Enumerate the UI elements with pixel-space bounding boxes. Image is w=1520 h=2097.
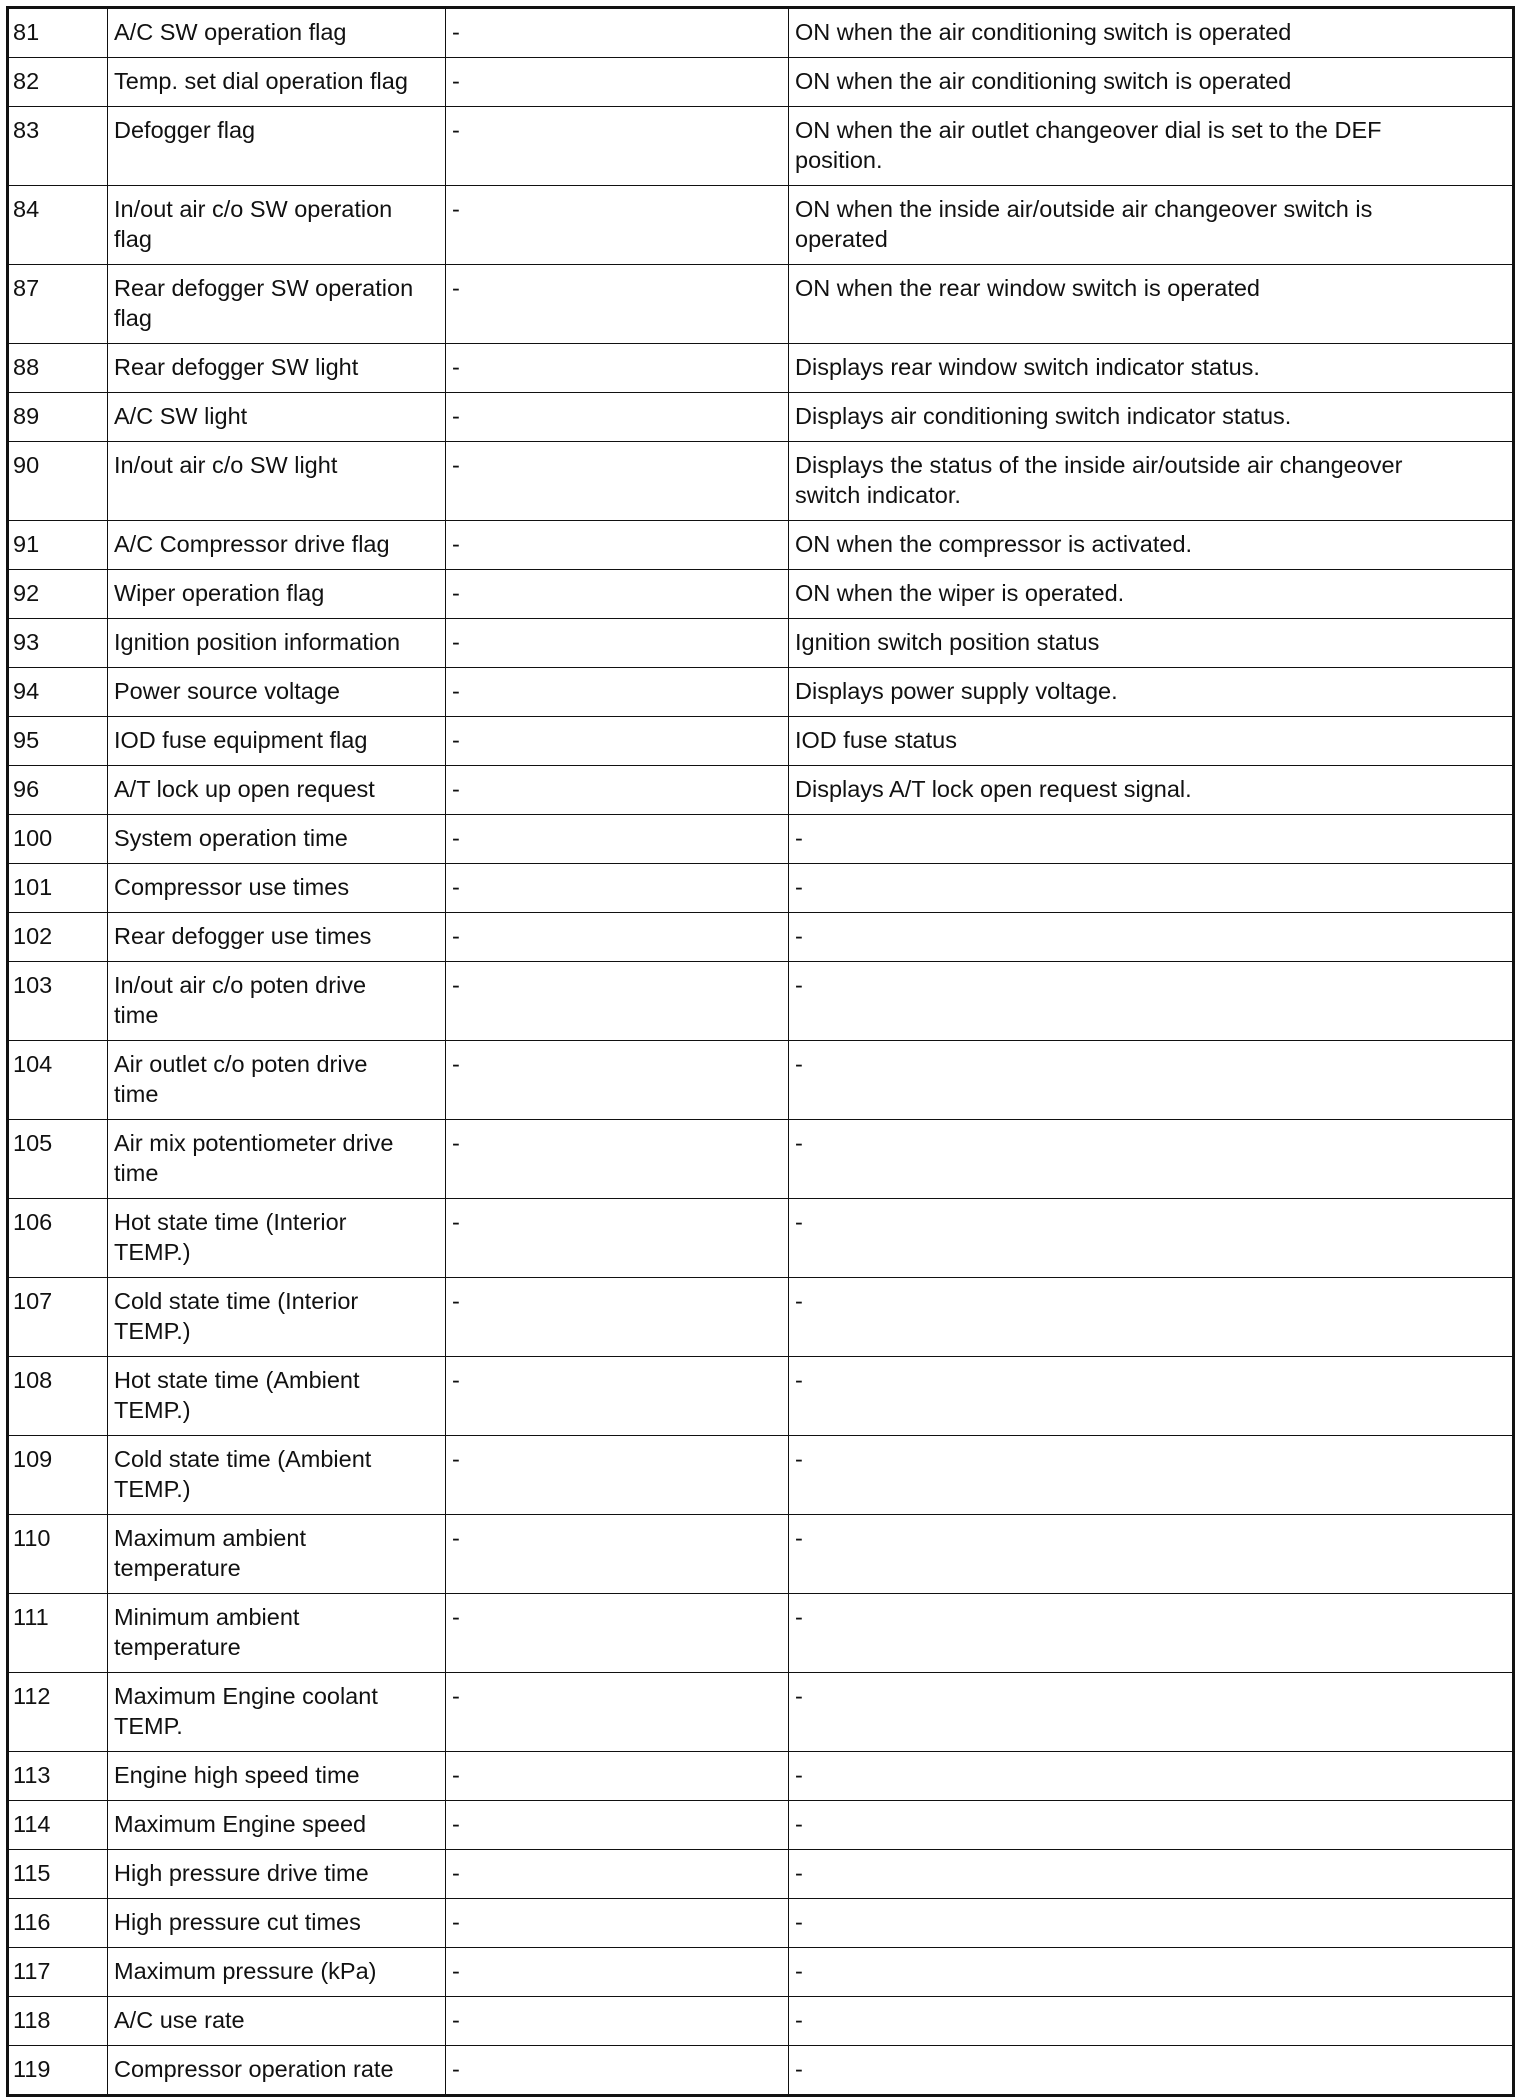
item-number-cell: 87 [8,265,108,344]
unit-cell: - [446,766,789,815]
description-cell: Displays power supply voltage. [789,668,1514,717]
item-number-cell: 115 [8,1850,108,1899]
item-name-cell: Compressor use times [108,864,446,913]
table-row [8,766,1514,815]
item-name-cell: In/out air c/o SW operation flag [108,186,446,265]
item-number-cell: 117 [8,1948,108,1997]
unit-cell: - [446,1997,789,2046]
table-row [8,619,1514,668]
item-number-cell: 118 [8,1997,108,2046]
description-cell: Displays A/T lock open request signal. [789,766,1514,815]
table-row [8,1850,1514,1899]
item-name-cell: Maximum ambient temperature [108,1515,446,1594]
table-row [8,265,1514,344]
description-cell: ON when the inside air/outside air changeover switch is operated [789,186,1514,265]
item-number-cell: 107 [8,1278,108,1357]
data-monitor-table [6,6,1515,2097]
item-name-cell: Defogger flag [108,107,446,186]
unit-cell: - [446,1673,789,1752]
item-number-cell: 112 [8,1673,108,1752]
item-number-cell: 93 [8,619,108,668]
unit-cell: - [446,668,789,717]
table-row [8,717,1514,766]
description-cell: IOD fuse status [789,717,1514,766]
unit-cell: - [446,344,789,393]
unit-cell: - [446,1436,789,1515]
table-row [8,1515,1514,1594]
item-name-cell: High pressure drive time [108,1850,446,1899]
description-cell: Displays rear window switch indicator status. [789,344,1514,393]
item-name-cell: Maximum pressure (kPa) [108,1948,446,1997]
description-cell: - [789,1515,1514,1594]
item-name-cell: In/out air c/o poten drive time [108,962,446,1041]
item-name-cell: Ignition position information [108,619,446,668]
item-number-cell: 101 [8,864,108,913]
description-cell: - [789,1997,1514,2046]
unit-cell: - [446,1041,789,1120]
unit-cell: - [446,393,789,442]
table-row [8,2046,1514,2096]
unit-cell: - [446,1801,789,1850]
table-row [8,962,1514,1041]
item-number-cell: 102 [8,913,108,962]
table-row [8,186,1514,265]
unit-cell: - [446,521,789,570]
description-cell: - [789,1278,1514,1357]
description-cell: - [789,1801,1514,1850]
table-row [8,570,1514,619]
unit-cell: - [446,8,789,58]
table-row [8,913,1514,962]
table-row [8,1997,1514,2046]
item-number-cell: 110 [8,1515,108,1594]
item-number-cell: 81 [8,8,108,58]
description-cell: ON when the rear window switch is operated [789,265,1514,344]
item-number-cell: 113 [8,1752,108,1801]
item-name-cell: Temp. set dial operation flag [108,58,446,107]
item-number-cell: 90 [8,442,108,521]
item-number-cell: 103 [8,962,108,1041]
unit-cell: - [446,2046,789,2096]
item-name-cell: Air mix potentiometer drive time [108,1120,446,1199]
item-number-cell: 92 [8,570,108,619]
description-cell: Displays the status of the inside air/outside air changeover switch indicator. [789,442,1514,521]
description-cell: - [789,2046,1514,2096]
unit-cell: - [446,442,789,521]
description-cell: - [789,815,1514,864]
item-number-cell: 116 [8,1899,108,1948]
table-row [8,521,1514,570]
description-cell: ON when the air conditioning switch is operated [789,58,1514,107]
table-row [8,1357,1514,1436]
item-name-cell: Power source voltage [108,668,446,717]
item-name-cell: Maximum Engine speed [108,1801,446,1850]
description-cell: - [789,1899,1514,1948]
unit-cell: - [446,1515,789,1594]
item-name-cell: Hot state time (Ambient TEMP.) [108,1357,446,1436]
table-row [8,107,1514,186]
item-name-cell: Hot state time (Interior TEMP.) [108,1199,446,1278]
unit-cell: - [446,717,789,766]
table-row [8,1899,1514,1948]
description-cell: - [789,913,1514,962]
item-name-cell: A/C SW light [108,393,446,442]
table-row [8,1594,1514,1673]
table-row [8,1278,1514,1357]
table-row [8,1752,1514,1801]
unit-cell: - [446,962,789,1041]
item-number-cell: 108 [8,1357,108,1436]
unit-cell: - [446,1594,789,1673]
item-name-cell: A/C Compressor drive flag [108,521,446,570]
item-name-cell: Wiper operation flag [108,570,446,619]
description-cell: - [789,1594,1514,1673]
description-cell: - [789,1752,1514,1801]
item-number-cell: 109 [8,1436,108,1515]
description-cell: - [789,1436,1514,1515]
item-number-cell: 89 [8,393,108,442]
item-name-cell: A/T lock up open request [108,766,446,815]
item-number-cell: 111 [8,1594,108,1673]
unit-cell: - [446,864,789,913]
item-name-cell: Compressor operation rate [108,2046,446,2096]
description-cell: ON when the air outlet changeover dial is set to the DEF position. [789,107,1514,186]
item-name-cell: High pressure cut times [108,1899,446,1948]
item-name-cell: A/C SW operation flag [108,8,446,58]
table-row [8,442,1514,521]
description-cell: - [789,1199,1514,1278]
item-number-cell: 84 [8,186,108,265]
description-cell: - [789,1948,1514,1997]
description-cell: - [789,864,1514,913]
item-name-cell: Rear defogger SW light [108,344,446,393]
description-cell: - [789,1850,1514,1899]
unit-cell: - [446,58,789,107]
item-number-cell: 91 [8,521,108,570]
item-name-cell: A/C use rate [108,1997,446,2046]
item-number-cell: 82 [8,58,108,107]
unit-cell: - [446,570,789,619]
unit-cell: - [446,1120,789,1199]
item-number-cell: 95 [8,717,108,766]
unit-cell: - [446,1899,789,1948]
description-cell: Displays air conditioning switch indicator status. [789,393,1514,442]
description-cell: ON when the air conditioning switch is operated [789,8,1514,58]
description-cell: - [789,962,1514,1041]
item-name-cell: Minimum ambient temperature [108,1594,446,1673]
unit-cell: - [446,1752,789,1801]
table-row [8,668,1514,717]
item-name-cell: IOD fuse equipment flag [108,717,446,766]
item-name-cell: System operation time [108,815,446,864]
item-number-cell: 94 [8,668,108,717]
item-name-cell: Air outlet c/o poten drive time [108,1041,446,1120]
table-row [8,815,1514,864]
item-number-cell: 114 [8,1801,108,1850]
description-cell: - [789,1673,1514,1752]
item-number-cell: 105 [8,1120,108,1199]
table-row [8,344,1514,393]
item-name-cell: Maximum Engine coolant TEMP. [108,1673,446,1752]
table-row [8,393,1514,442]
description-cell: - [789,1120,1514,1199]
item-name-cell: Cold state time (Ambient TEMP.) [108,1436,446,1515]
table-row [8,1673,1514,1752]
unit-cell: - [446,186,789,265]
description-cell: ON when the wiper is operated. [789,570,1514,619]
description-cell: Ignition switch position status [789,619,1514,668]
table-row [8,864,1514,913]
item-number-cell: 104 [8,1041,108,1120]
table-row [8,1948,1514,1997]
item-number-cell: 119 [8,2046,108,2096]
table-row [8,1199,1514,1278]
item-name-cell: Engine high speed time [108,1752,446,1801]
unit-cell: - [446,107,789,186]
table-row [8,1041,1514,1120]
table-row [8,8,1514,58]
item-number-cell: 88 [8,344,108,393]
table-body [8,8,1514,2096]
unit-cell: - [446,1357,789,1436]
item-number-cell: 96 [8,766,108,815]
item-name-cell: Rear defogger SW operation flag [108,265,446,344]
table-row [8,1801,1514,1850]
unit-cell: - [446,1278,789,1357]
table-row [8,58,1514,107]
unit-cell: - [446,619,789,668]
description-cell: - [789,1357,1514,1436]
unit-cell: - [446,1948,789,1997]
item-number-cell: 100 [8,815,108,864]
item-name-cell: Rear defogger use times [108,913,446,962]
unit-cell: - [446,265,789,344]
unit-cell: - [446,1850,789,1899]
item-number-cell: 83 [8,107,108,186]
unit-cell: - [446,913,789,962]
unit-cell: - [446,1199,789,1278]
item-name-cell: In/out air c/o SW light [108,442,446,521]
table-row [8,1436,1514,1515]
item-name-cell: Cold state time (Interior TEMP.) [108,1278,446,1357]
description-cell: - [789,1041,1514,1120]
unit-cell: - [446,815,789,864]
description-cell: ON when the compressor is activated. [789,521,1514,570]
item-number-cell: 106 [8,1199,108,1278]
table-row [8,1120,1514,1199]
